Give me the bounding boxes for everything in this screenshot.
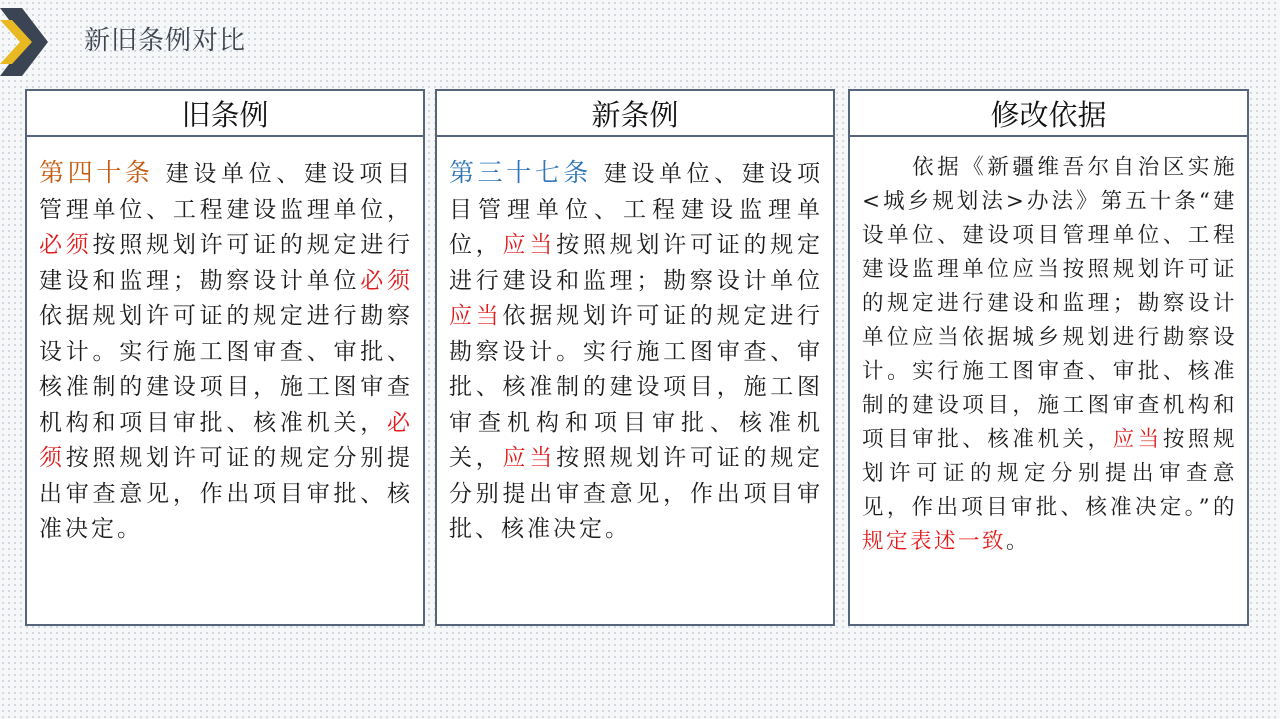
old-text-part: 依据规划许可证的规定进行勘察设计。实行施工图审查、审批、核准制的建设项目，施工图审查机构和项目审批、核准机关， xyxy=(39,303,413,436)
new-regulation-panel xyxy=(435,89,835,626)
old-text-part: 按照规划许可证的规定进行建设和监理；勘察设计单位 xyxy=(39,232,414,294)
old-keyword: 必须 xyxy=(39,409,413,471)
basis-text-part: 。 xyxy=(1006,529,1031,554)
old-regulation-header: 旧条例 xyxy=(27,91,423,137)
basis-keyword: 应当 xyxy=(1112,427,1163,452)
old-keyword: 必须 xyxy=(360,267,414,294)
new-article-number: 第三十七条 xyxy=(449,158,592,187)
basis-keyword: 规定表述一致 xyxy=(862,529,1007,554)
basis-text xyxy=(850,137,1247,559)
new-regulation-text xyxy=(437,137,833,548)
basis-text-part: 依据《新疆维吾尔自治区实施<城乡规划法>办法》第五十条“建设单位、建设项目管理单位、工程建设监理单位应当按照规划许可证的规定进行建设和监理；勘察设计单位应当依据城乡规划进行勘察设计。实行施工图审查、审批、核准制的建设项目，施工图审查机构和项目审批、核准机关， xyxy=(862,155,1237,452)
new-keyword: 应当 xyxy=(502,232,557,258)
old-regulation-text xyxy=(27,137,423,548)
basis-panel xyxy=(848,89,1249,626)
old-text-part: 按照规划许可证的规定分别提出审查意见，作出项目审批、核准决定。 xyxy=(39,445,414,542)
new-text-part: 按照规划许可证的规定分别提出审查意见，作出项目审批、核准决定。 xyxy=(449,445,824,542)
new-keyword: 应当 xyxy=(502,445,557,471)
new-keyword: 应当 xyxy=(449,303,503,329)
basis-header: 修改依据 xyxy=(850,91,1247,137)
new-regulation-header: 新条例 xyxy=(437,91,833,137)
page-title: 新旧条例对比 xyxy=(84,26,247,56)
new-text-part: 依据规划许可证的规定进行勘察设计。实行施工图审查、审批、核准制的建设项目，施工图审查机构和项目审批、核准机关， xyxy=(449,303,824,471)
old-keyword: 必须 xyxy=(39,232,93,258)
old-regulation-panel xyxy=(25,89,425,626)
chevron-right-icon xyxy=(0,0,60,100)
basis-text-part: 按照规划许可证的规定分别提出审查意见，作出项目审批、核准决定。”的 xyxy=(862,427,1237,520)
new-text-part: 建设单位、建设项目管理单位、工程建设监理单位， xyxy=(449,161,823,258)
old-article-number: 第四十条 xyxy=(39,158,154,187)
new-text-part: 按照规划许可证的规定进行建设和监理；勘察设计单位 xyxy=(449,232,824,294)
old-text-part: 建设单位、建设项目管理单位、工程建设监理单位， xyxy=(39,161,413,223)
